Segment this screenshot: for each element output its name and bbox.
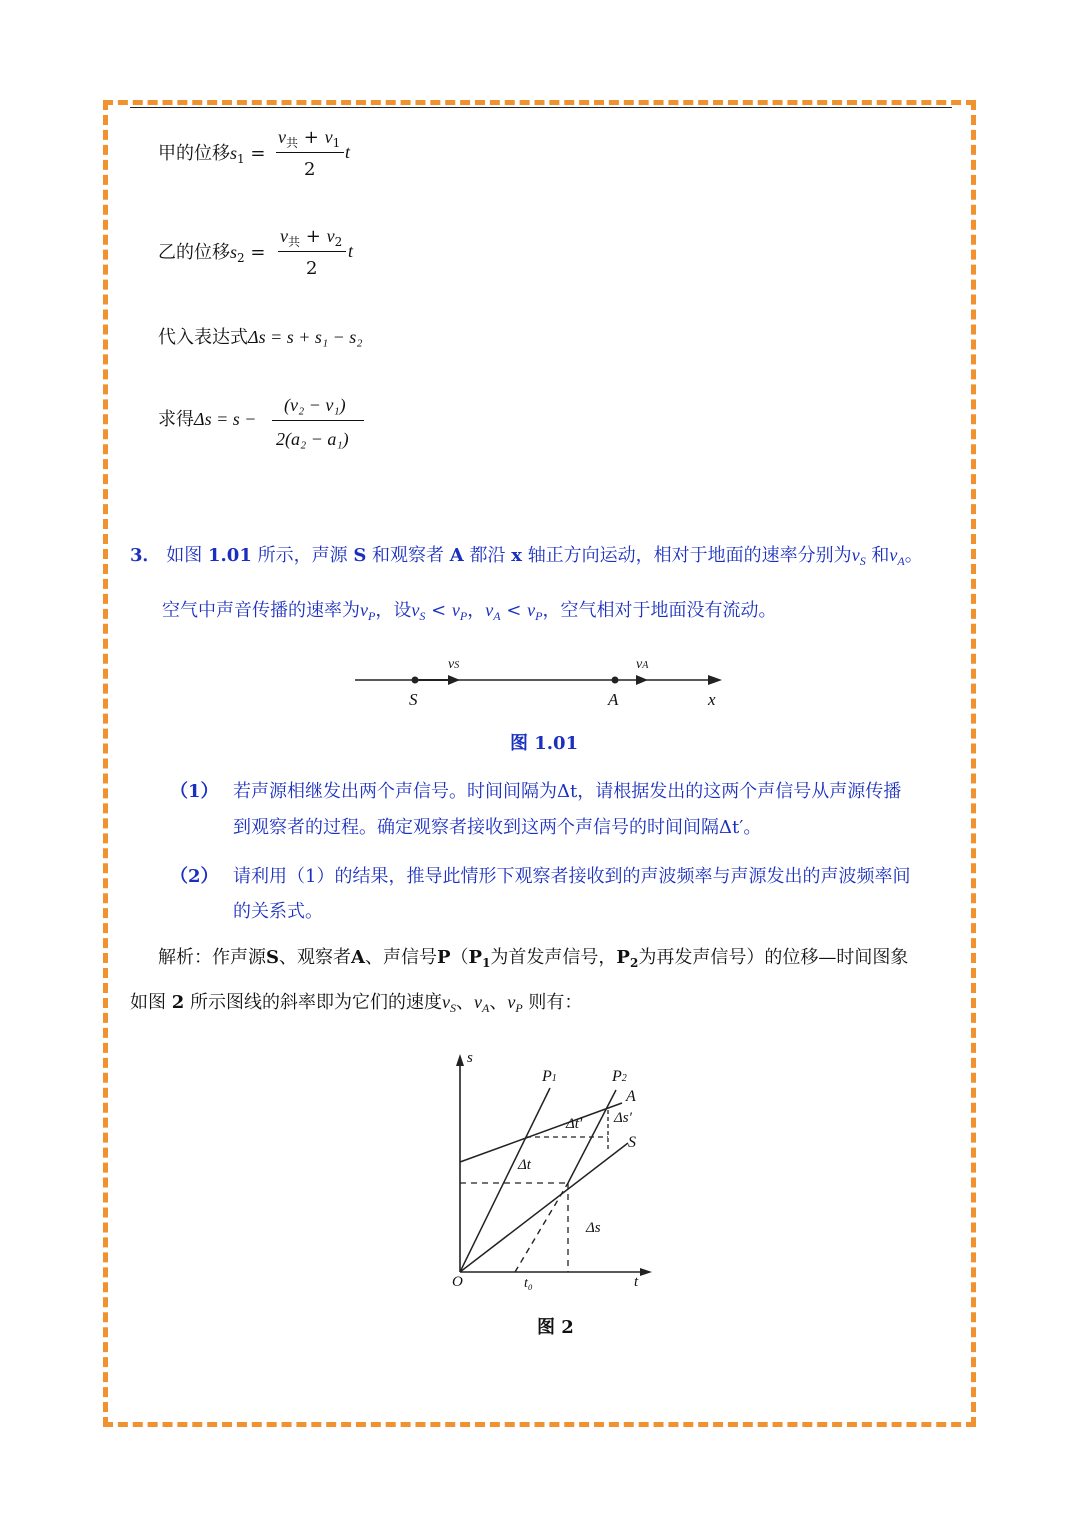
line1-label: 甲的位移$s_1$ =	[158, 143, 266, 166]
observer-point	[612, 677, 619, 684]
fig2-origin: O	[452, 1274, 463, 1290]
fig1-label-A: A	[608, 690, 619, 709]
line2-label: 乙的位移$s_2$ =	[158, 242, 266, 265]
figure-2-graph	[440, 1050, 660, 1295]
fig2-P1: P1	[542, 1068, 557, 1085]
fig1-label-S: S	[409, 690, 418, 709]
fig2-ds: Δs	[586, 1220, 601, 1236]
x-axis-arrowhead	[708, 675, 722, 685]
fig2-P2: P2	[612, 1068, 627, 1085]
fig1-label-vA: vA	[636, 657, 649, 672]
line4-numerator: (v₂ − v₁)	[284, 395, 346, 415]
line1-fraction-bar	[276, 152, 344, 153]
item-1-number: （1）	[170, 781, 219, 802]
analysis-line2: 如图 2 所示图线的斜率即为它们的速度$v_S$、$v_A$、$v_P$ 则有：	[130, 992, 583, 1015]
line-A	[460, 1103, 622, 1162]
problem-line1: 3． 如图 1.01 所示，声源 S 和观察者 A 都沿 x 轴正方向运动，相对于地面的速率分别为$v_S$ 和$v_A$。	[130, 545, 923, 568]
line-S	[460, 1143, 628, 1272]
item-1-line2: 到观察者的过程。确定观察者接收到这两个声信号的时间间隔Δt′。	[233, 817, 762, 838]
s-axis-arrowhead	[456, 1054, 464, 1066]
analysis-line1: 解析：作声源S、观察者A、声信号$P(P_1$为首发声信号，$P_2$为再发声信号）的位移—时间图象	[158, 947, 909, 970]
fig2-dt-prime: Δt′	[566, 1116, 583, 1132]
line2-fraction-bar	[278, 251, 346, 252]
t-axis-arrowhead	[640, 1268, 652, 1276]
fig2-S: S	[628, 1134, 636, 1151]
fig2-t0: t₀	[524, 1276, 533, 1291]
fig2-A: A	[626, 1088, 636, 1105]
line-P2-dashed	[515, 1183, 568, 1272]
fig2-dt: Δt	[518, 1157, 531, 1173]
line1-numerator: $v_共 + v_1$	[278, 127, 341, 150]
figure-2-caption: 图 2	[537, 1317, 574, 1338]
line2-numerator: $v_共 + v_2$	[280, 226, 343, 249]
fig2-axis-t: t	[634, 1274, 639, 1290]
item-1-line1: 若声源相继发出两个声信号。时间间隔为Δt，请根据发出的这两个声信号从声源传播	[233, 781, 902, 802]
header-rule	[130, 107, 952, 108]
problem-line2: 空气中声音传播的速率为$v_P$，设$v_S < v_P$，$v_A < v_P$，空气相对于地面没有流动。	[162, 600, 777, 623]
line1-t: t	[345, 142, 351, 162]
line-P1	[460, 1088, 550, 1272]
fig1-label-x: x	[708, 690, 716, 709]
fig2-axis-s: s	[467, 1050, 473, 1066]
line3-expression: 代入表达式Δs = s + s₁ − s₂	[158, 327, 363, 348]
line2-t: t	[348, 241, 354, 261]
item-2-line2: 的关系式。	[233, 901, 323, 922]
item-2-number: （2）	[170, 866, 219, 887]
line2-denominator: 2	[306, 258, 318, 279]
item-2-line1: 请利用（1）的结果，推导此情形下观察者接收到的声波频率与声源发出的声波频率间	[233, 866, 911, 887]
figure-1-01	[350, 650, 730, 710]
line1-denominator: 2	[304, 159, 316, 180]
line4-label: 求得Δs = s −	[158, 409, 257, 430]
figure-1-01-caption: 图 1.01	[510, 733, 579, 754]
fig2-ds-prime: Δs′	[614, 1110, 632, 1126]
line4-denominator: 2(a₂ − a₁)	[276, 429, 349, 449]
fig1-label-vS: vS	[448, 657, 460, 672]
line4-fraction-bar	[272, 420, 364, 421]
